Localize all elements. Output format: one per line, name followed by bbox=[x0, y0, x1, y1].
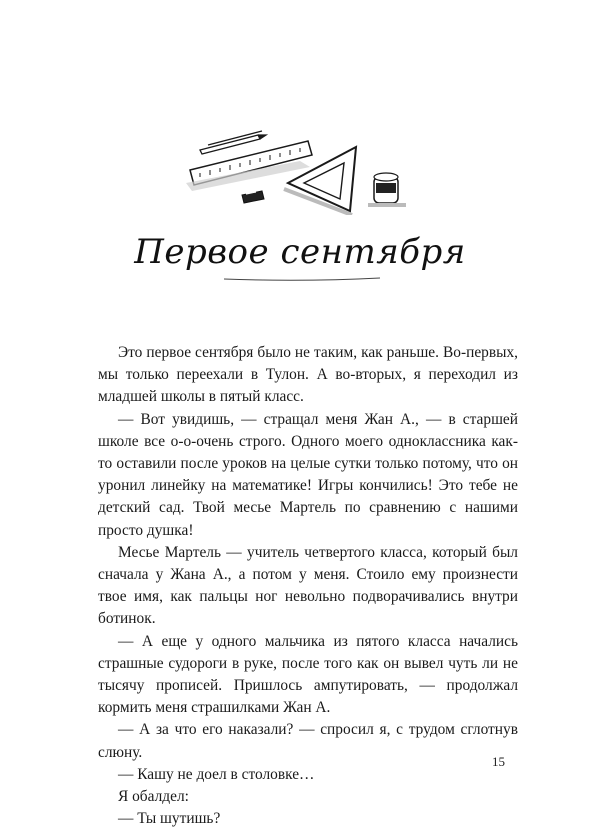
school-supplies-illustration bbox=[180, 115, 420, 215]
paragraph: — Ты шутишь? bbox=[118, 810, 221, 828]
pencil-icon bbox=[200, 131, 266, 154]
paragraph: — Кашу не доел в столовке… bbox=[118, 765, 315, 783]
paragraph: Я обалдел: bbox=[118, 788, 189, 806]
chapter-title: Первое сентября bbox=[134, 232, 466, 272]
title-underline bbox=[222, 276, 382, 282]
paragraph: — А за что его наказали? — спросил я, с трудом сглотнув слюну. bbox=[98, 721, 518, 761]
paragraph: Это первое сентября было не таким, как раньше. Во-первых, мы только переехали в Тулон. А во-вторых, я переходил из младшей школы в пятый класс. bbox=[98, 344, 518, 406]
chapter-body bbox=[98, 342, 518, 830]
eraser-icon bbox=[242, 191, 264, 203]
paragraph: — Вот увидишь, — стращал меня Жан А., — в старшей школе все о-о-очень строго. Одного моего одноклассника как-то оставили после уроков на целые сутки только потому, что он уронил линейку на математике! Игры кончились! Это тебе не детский сад. Твой месье Мартель по сравнению с нашими просто душка! bbox=[98, 410, 518, 539]
page-number: 15 bbox=[492, 754, 505, 769]
paragraph: Месье Мартель — учитель четвертого класса, который был сначала у Жана А., а потом у меня. Стоило ему произнести твое имя, как пальцы ног невольно подворачивались внутри ботинок. bbox=[98, 543, 518, 628]
paragraph: — А еще у одного мальчика из пятого класса начались страшные судороги в руке, после того как он вывел чуть ли не тысячу прописей. Пришлось ампутировать, — продолжал кормить меня страшилками Жан А. bbox=[98, 632, 518, 717]
sharpener-icon bbox=[368, 173, 406, 205]
